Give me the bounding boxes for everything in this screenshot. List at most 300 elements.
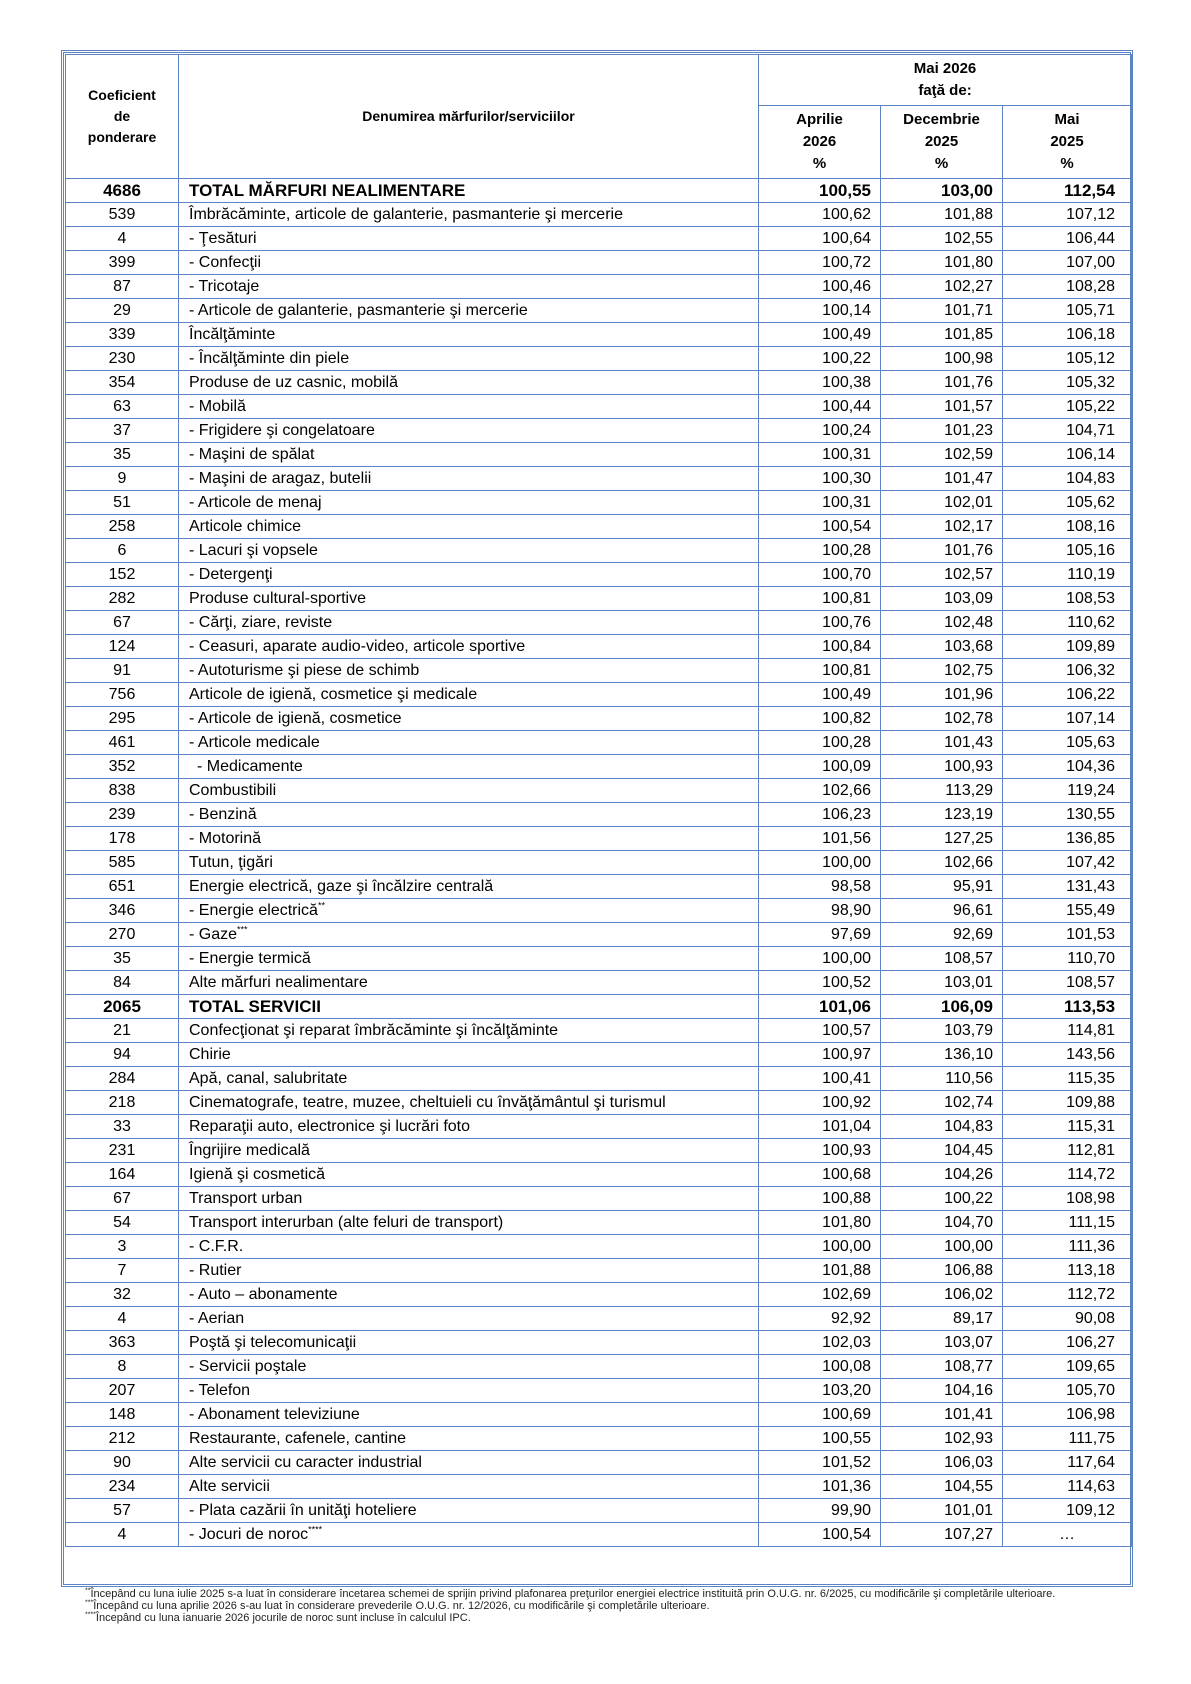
weight-cell: 212 [66,1427,179,1451]
index-dec-cell: 101,43 [881,731,1003,755]
weight-cell: 284 [66,1067,179,1091]
item-name: Restaurante, cafenele, cantine [189,1430,407,1447]
table-row [66,515,1132,539]
index-apr-cell: 101,36 [759,1475,881,1499]
index-dec-cell: 103,01 [881,971,1003,995]
index-dec-cell: 108,57 [881,947,1003,971]
index-mai-cell: 130,55 [1003,803,1132,827]
index-dec-cell: 101,41 [881,1403,1003,1427]
col-header-line: % [1060,155,1074,172]
item-name-cell [179,467,759,491]
index-apr-cell: 101,80 [759,1211,881,1235]
index-mai-cell: 105,71 [1003,299,1132,323]
table-row [66,467,1132,491]
weight-cell: 21 [66,1019,179,1043]
index-mai-cell: 111,75 [1003,1427,1132,1451]
item-name: - Jocuri de noroc [189,1526,309,1543]
index-mai-cell: 105,70 [1003,1379,1132,1403]
item-name-cell [179,1379,759,1403]
table-row [66,875,1132,899]
item-name-cell [179,1355,759,1379]
item-name-cell [179,1259,759,1283]
item-name: Reparaţii auto, electronice şi lucrări foto [189,1118,471,1135]
index-mai-cell: 110,19 [1003,563,1132,587]
weight-cell: 651 [66,875,179,899]
index-dec-cell: 106,03 [881,1451,1003,1475]
footnote-mark: ** [317,900,325,911]
item-name: Confecţionat şi reparat îmbrăcăminte şi încălţăminte [189,1022,559,1039]
table-row [66,587,1132,611]
index-mai-cell: 107,14 [1003,707,1132,731]
index-mai-cell: 110,62 [1003,611,1132,635]
item-name: Chirie [189,1046,231,1063]
table-row [66,371,1132,395]
index-apr-cell: 100,31 [759,491,881,515]
item-name-cell [179,1091,759,1115]
index-mai-cell: 106,44 [1003,227,1132,251]
table-row [66,1019,1132,1043]
item-name-cell [179,419,759,443]
index-dec-cell: 89,17 [881,1307,1003,1331]
index-apr-cell: 100,70 [759,563,881,587]
index-mai-cell: 105,16 [1003,539,1132,563]
table-row [66,683,1132,707]
weight-cell: 33 [66,1115,179,1139]
index-dec-cell: 102,78 [881,707,1003,731]
index-mai-cell: 90,08 [1003,1307,1132,1331]
item-name-cell [179,611,759,635]
index-dec-cell: 101,76 [881,539,1003,563]
footnote-text: Începând cu luna aprilie 2026 s-au luat în considerare prevederile O.U.G. nr. 12/2026, cu modificările şi completările ulterioare. [93,1600,710,1612]
index-mai-cell: 107,42 [1003,851,1132,875]
index-apr-cell: 100,52 [759,971,881,995]
index-dec-cell: 101,57 [881,395,1003,419]
index-apr-cell: 100,76 [759,611,881,635]
weight-cell: 37 [66,419,179,443]
index-mai-cell: 155,49 [1003,899,1132,923]
index-apr-cell: 101,56 [759,827,881,851]
index-dec-cell: 102,59 [881,443,1003,467]
item-name: - Aerian [189,1310,245,1327]
item-name-cell [179,203,759,227]
item-name-cell [179,179,759,203]
item-name: - Tricotaje [189,278,260,295]
index-mai-cell: 108,53 [1003,587,1132,611]
index-mai-cell: 107,12 [1003,203,1132,227]
table-row [66,443,1132,467]
item-name-cell [179,395,759,419]
index-mai-cell: 131,43 [1003,875,1132,899]
item-name: Energie electrică, gaze şi încălzire centrală [189,878,494,895]
index-mai-cell: 136,85 [1003,827,1132,851]
index-apr-cell: 97,69 [759,923,881,947]
item-name-cell [179,923,759,947]
item-name-cell [179,635,759,659]
index-apr-cell: 106,23 [759,803,881,827]
item-name-cell [179,731,759,755]
item-name: - Confecţii [189,254,262,271]
item-name-cell [179,1475,759,1499]
item-name: - C.F.R. [189,1238,244,1255]
item-name-cell [179,899,759,923]
table-row [66,827,1132,851]
index-apr-cell: 100,22 [759,347,881,371]
item-name: Alte servicii [189,1478,270,1495]
index-mai-cell: 112,81 [1003,1139,1132,1163]
table-row [66,995,1132,1019]
weight-cell: 585 [66,851,179,875]
item-name: Articole chimice [189,518,302,535]
index-apr-cell: 100,81 [759,659,881,683]
index-apr-cell: 100,55 [759,179,881,203]
col-header-may [1003,106,1132,179]
weight-cell: 234 [66,1475,179,1499]
item-name-cell [179,779,759,803]
index-dec-cell: 123,19 [881,803,1003,827]
weight-cell: 2065 [66,995,179,1019]
index-dec-cell: 101,01 [881,1499,1003,1523]
period-header-line: faţă de: [918,82,972,99]
index-mai-cell: 114,72 [1003,1163,1132,1187]
item-name-cell [179,443,759,467]
index-dec-cell: 106,09 [881,995,1003,1019]
index-mai-cell: 115,31 [1003,1115,1132,1139]
item-name: - Ţesături [189,230,257,247]
weight-cell: 207 [66,1379,179,1403]
index-mai-cell: 143,56 [1003,1043,1132,1067]
weight-cell: 90 [66,1451,179,1475]
footnote-mark: **** [85,1611,96,1619]
index-apr-cell: 100,68 [759,1163,881,1187]
item-name: - Detergenţi [189,566,273,583]
index-apr-cell: 102,03 [759,1331,881,1355]
index-dec-cell: 102,55 [881,227,1003,251]
index-dec-cell: 101,85 [881,323,1003,347]
item-name-cell [179,707,759,731]
table-row [66,1331,1132,1355]
table-row [66,1379,1132,1403]
item-name-cell [179,1451,759,1475]
index-apr-cell: 92,92 [759,1307,881,1331]
index-mai-cell: 114,81 [1003,1019,1132,1043]
table-row [66,203,1132,227]
index-dec-cell: 100,00 [881,1235,1003,1259]
weight-cell: 230 [66,347,179,371]
index-mai-cell: 112,72 [1003,1283,1132,1307]
item-name: Cinematografe, teatre, muzee, cheltuieli cu învăţământul şi turismul [189,1094,666,1111]
index-dec-cell: 104,45 [881,1139,1003,1163]
item-name-cell [179,227,759,251]
index-mai-cell: 114,63 [1003,1475,1132,1499]
item-name: Tutun, ţigări [189,854,273,871]
item-name: - Autoturisme şi piese de schimb [189,662,420,679]
index-apr-cell: 100,00 [759,1235,881,1259]
index-mai-cell: … [1003,1523,1132,1547]
index-apr-cell: 100,49 [759,323,881,347]
item-name: - Mobilă [189,398,246,415]
item-name: TOTAL MĂRFURI NEALIMENTARE [189,181,466,200]
index-dec-cell: 104,70 [881,1211,1003,1235]
index-dec-cell: 104,26 [881,1163,1003,1187]
footnote-text: Începând cu luna ianuarie 2026 jocurile de noroc sunt incluse în calculul IPC. [95,1612,471,1624]
table-row [66,419,1132,443]
index-apr-cell: 100,44 [759,395,881,419]
item-name: Combustibili [189,782,277,799]
index-apr-cell: 100,54 [759,515,881,539]
footnote [85,1600,1125,1612]
table-row [66,971,1132,995]
index-apr-cell: 100,14 [759,299,881,323]
weight-cell: 339 [66,323,179,347]
item-name-cell [179,755,759,779]
index-dec-cell: 96,61 [881,899,1003,923]
table-row [66,539,1132,563]
weight-cell: 239 [66,803,179,827]
table-row [66,1115,1132,1139]
index-dec-cell: 106,02 [881,1283,1003,1307]
weight-cell: 461 [66,731,179,755]
index-apr-cell: 100,55 [759,1427,881,1451]
item-name-cell [179,1187,759,1211]
item-name: - Cărţi, ziare, reviste [189,614,333,631]
item-name-cell [179,1163,759,1187]
table-row [66,851,1132,875]
index-apr-cell: 100,31 [759,443,881,467]
item-name: Îngrijire medicală [189,1142,310,1159]
name-header: Denumirea mărfurilor/serviciilor [179,55,759,179]
item-name-cell [179,851,759,875]
index-mai-cell: 105,63 [1003,731,1132,755]
index-apr-cell: 100,09 [759,755,881,779]
coef-header-line: ponderare [87,129,157,145]
weight-cell: 87 [66,275,179,299]
index-dec-cell: 103,07 [881,1331,1003,1355]
col-header-line: % [934,155,949,172]
table-row [66,1451,1132,1475]
table-row [66,1259,1132,1283]
item-name: Apă, canal, salubritate [189,1070,348,1087]
table-row [66,1211,1132,1235]
weight-cell: 354 [66,371,179,395]
index-mai-cell: 111,36 [1003,1235,1132,1259]
weight-cell: 838 [66,779,179,803]
index-dec-cell: 102,75 [881,659,1003,683]
index-mai-cell: 105,12 [1003,347,1132,371]
table-row [66,899,1132,923]
index-dec-cell: 103,79 [881,1019,1003,1043]
item-name-cell [179,299,759,323]
table-row [66,611,1132,635]
item-name-cell [179,659,759,683]
index-apr-cell: 100,00 [759,947,881,971]
index-apr-cell: 100,72 [759,251,881,275]
weight-cell: 399 [66,251,179,275]
index-mai-cell: 104,36 [1003,755,1132,779]
item-name: - Articole medicale [189,734,320,751]
table-row [66,803,1132,827]
index-apr-cell: 103,20 [759,1379,881,1403]
index-dec-cell: 107,27 [881,1523,1003,1547]
index-mai-cell: 101,53 [1003,923,1132,947]
index-dec-cell: 102,48 [881,611,1003,635]
item-name: - Maşini de aragaz, butelii [189,470,372,487]
item-name-cell [179,251,759,275]
item-name-cell [179,1307,759,1331]
col-header-december [881,106,1003,179]
item-name: Produse cultural-sportive [189,590,366,607]
index-dec-cell: 127,25 [881,827,1003,851]
index-dec-cell: 95,91 [881,875,1003,899]
index-dec-cell: 101,47 [881,467,1003,491]
index-mai-cell: 109,65 [1003,1355,1132,1379]
index-dec-cell: 101,76 [881,371,1003,395]
index-mai-cell: 104,83 [1003,467,1132,491]
item-name: - Articole de galanterie, pasmanterie şi mercerie [189,302,528,319]
footnote-text: Începând cu luna iulie 2025 s-a luat în considerare încetarea schemei de sprijin privind plafonarea preţurilor energiei electrice instituită prin O.U.G. nr. 6/2025, cu modificările şi completările ulterioare. [90,1588,1056,1600]
weight-cell: 352 [66,755,179,779]
table-row [66,1067,1132,1091]
footnote-mark: ** [85,1587,91,1595]
item-name: - Lacuri şi vopsele [189,542,318,559]
index-mai-cell: 109,12 [1003,1499,1132,1523]
item-name: - Telefon [189,1382,251,1399]
weight-cell: 231 [66,1139,179,1163]
weight-cell: 4686 [66,179,179,203]
index-dec-cell: 102,74 [881,1091,1003,1115]
index-apr-cell: 101,88 [759,1259,881,1283]
table-row [66,491,1132,515]
col-header-line: 2026 [802,133,837,150]
item-name: - Plata cazării în unităţi hoteliere [189,1502,417,1519]
table-row [66,1043,1132,1067]
table-row [66,947,1132,971]
item-name-cell [179,491,759,515]
item-name: - Articole de igienă, cosmetice [189,710,402,727]
table-row [66,731,1132,755]
weight-cell: 54 [66,1211,179,1235]
index-apr-cell: 101,52 [759,1451,881,1475]
item-name: TOTAL SERVICII [189,997,321,1016]
table-row [66,275,1132,299]
table-row [66,563,1132,587]
item-name-cell [179,1043,759,1067]
weight-cell: 6 [66,539,179,563]
index-dec-cell: 100,22 [881,1187,1003,1211]
weight-cell: 363 [66,1331,179,1355]
weight-cell: 67 [66,611,179,635]
item-name-cell [179,803,759,827]
item-name-cell [179,563,759,587]
coef-header-line: de [113,108,131,124]
col-header-april [759,106,881,179]
item-name: Alte mărfuri nealimentare [189,974,368,991]
item-name: - Auto – abonamente [189,1286,338,1303]
table-row [66,251,1132,275]
item-name-cell [179,323,759,347]
index-apr-cell: 102,69 [759,1283,881,1307]
footnote-mark: *** [85,1599,94,1607]
item-name: - Articole de menaj [189,494,322,511]
index-apr-cell: 100,62 [759,203,881,227]
index-mai-cell: 109,88 [1003,1091,1132,1115]
table-body [66,179,1132,1547]
index-mai-cell: 113,18 [1003,1259,1132,1283]
item-name-cell [179,1427,759,1451]
index-mai-cell: 106,14 [1003,443,1132,467]
weight-cell: 7 [66,1259,179,1283]
index-mai-cell: 106,22 [1003,683,1132,707]
weight-cell: 4 [66,227,179,251]
table-row [66,707,1132,731]
index-dec-cell: 106,88 [881,1259,1003,1283]
item-name: - Gaze [189,926,238,943]
index-apr-cell: 100,69 [759,1403,881,1427]
item-name: - Rutier [189,1262,242,1279]
index-mai-cell: 113,53 [1003,995,1132,1019]
index-apr-cell: 101,06 [759,995,881,1019]
index-mai-cell: 110,70 [1003,947,1132,971]
index-apr-cell: 99,90 [759,1499,881,1523]
table-row [66,1523,1132,1547]
index-dec-cell: 101,96 [881,683,1003,707]
weight-cell: 539 [66,203,179,227]
item-name: - Energie termică [189,950,311,967]
table-row [66,635,1132,659]
index-dec-cell: 136,10 [881,1043,1003,1067]
weight-cell: 258 [66,515,179,539]
item-name-cell [179,515,759,539]
col-header-line: Aprilie [796,111,843,128]
index-dec-cell: 104,16 [881,1379,1003,1403]
table-row [66,1187,1132,1211]
item-name-cell [179,539,759,563]
weight-cell: 91 [66,659,179,683]
index-mai-cell: 104,71 [1003,419,1132,443]
weight-cell: 51 [66,491,179,515]
weight-cell: 3 [66,1235,179,1259]
index-apr-cell: 100,41 [759,1067,881,1091]
item-name-cell [179,1019,759,1043]
index-mai-cell: 105,32 [1003,371,1132,395]
index-mai-cell: 105,62 [1003,491,1132,515]
table-row [66,227,1132,251]
item-name-cell [179,1403,759,1427]
weight-cell: 270 [66,923,179,947]
item-name-cell [179,995,759,1019]
item-name: - Maşini de spălat [189,446,315,463]
index-apr-cell: 100,64 [759,227,881,251]
weight-cell: 29 [66,299,179,323]
index-mai-cell: 119,24 [1003,779,1132,803]
index-dec-cell: 108,77 [881,1355,1003,1379]
item-name: Produse de uz casnic, mobilă [189,374,398,391]
table-row [66,347,1132,371]
index-mai-cell: 108,98 [1003,1187,1132,1211]
weight-cell: 9 [66,467,179,491]
table-row [66,1283,1132,1307]
table-row [66,1499,1132,1523]
index-dec-cell: 102,93 [881,1427,1003,1451]
index-mai-cell: 106,18 [1003,323,1132,347]
index-mai-cell: 107,00 [1003,251,1132,275]
table-row [66,179,1132,203]
table-row [66,299,1132,323]
item-name-cell [179,1235,759,1259]
index-mai-cell: 112,54 [1003,179,1132,203]
table-frame [61,50,1133,1587]
index-mai-cell: 111,15 [1003,1211,1132,1235]
item-name-cell [179,971,759,995]
